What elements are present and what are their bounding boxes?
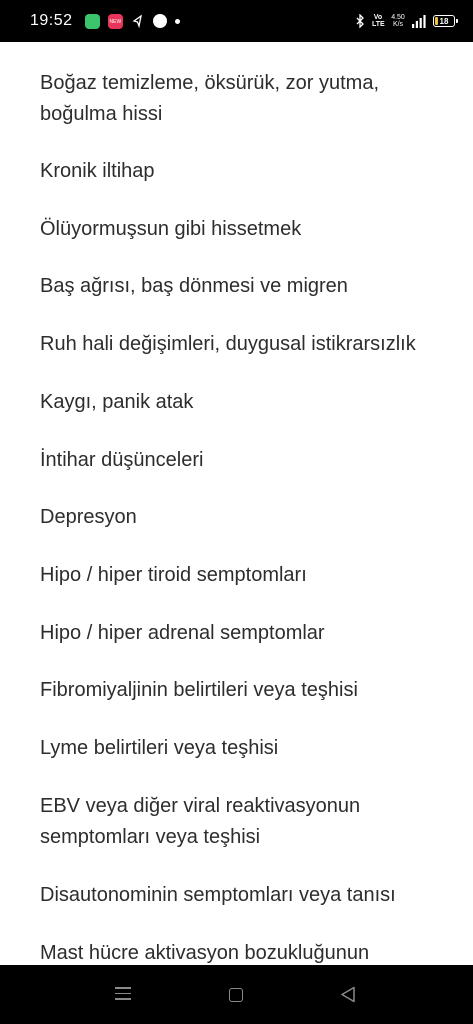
list-item: Kaygı, panik atak: [40, 391, 194, 413]
list-item: Depresyon: [40, 506, 137, 528]
more-notifications-icon: [175, 19, 180, 24]
back-button[interactable]: [340, 986, 356, 1003]
list-item: Hipo / hiper tiroid semptomları: [40, 564, 307, 586]
list-item: İntihar düşünceleri: [40, 449, 204, 471]
symptom-list[interactable]: [0, 42, 473, 965]
list-item: Hipo / hiper adrenal semptomlar: [40, 622, 325, 644]
list-item: Boğaz temizleme, öksürük, zor yutma, boğulma hissi: [40, 72, 380, 125]
home-button[interactable]: [229, 988, 243, 1002]
list-item: EBV veya diğer viral reaktivasyonun semptomları veya teşhisi: [40, 795, 361, 848]
navigation-arrow-icon: [131, 14, 145, 28]
list-item: Baş ağrısı, baş dönmesi ve migren: [40, 275, 348, 297]
signal-strength-icon: [412, 15, 426, 28]
navigation-bar: [0, 965, 473, 1024]
battery-icon: [433, 15, 455, 27]
network-speed: 4.50 K/s: [391, 14, 405, 28]
list-item: Disautonominin semptomları veya tanısı: [40, 884, 396, 906]
status-time: 19:52: [30, 12, 73, 29]
news-app-icon: [108, 14, 123, 29]
list-item: Fibromiyaljinin belirtileri veya teşhisi: [40, 679, 358, 701]
list-item: Lyme belirtileri veya teşhisi: [40, 737, 279, 759]
list-item: Mast hücre aktivasyon bozukluğunun: [40, 942, 370, 964]
list-item: Kronik iltihap: [40, 160, 155, 182]
list-item: Ruh hali değişimleri, duygusal istikrarsızlık: [40, 333, 416, 355]
status-bar: [0, 0, 473, 42]
recent-apps-button[interactable]: [115, 987, 131, 1004]
messaging-app-icon: [85, 14, 100, 29]
list-item: Ölüyormuşsun gibi hissetmek: [40, 218, 302, 240]
bluetooth-icon: [356, 14, 365, 28]
battery-level: 18: [439, 16, 449, 26]
notification-dot-icon: [153, 14, 167, 28]
volte-indicator: Vo LTE: [372, 14, 385, 28]
